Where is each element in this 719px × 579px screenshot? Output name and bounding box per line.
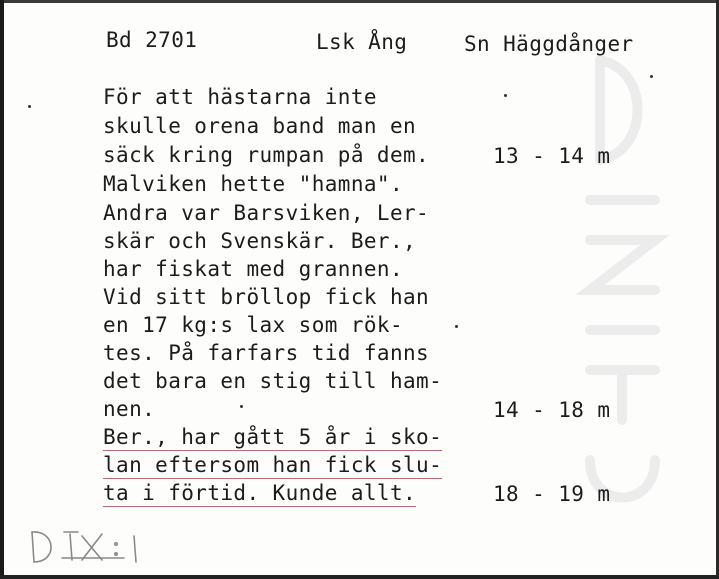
text-line-8: Vid sitt bröllop fick han bbox=[103, 285, 430, 309]
text-line-11: det bara en stig till ham- bbox=[103, 369, 443, 393]
text-line-3: säck kring rumpan på dem. bbox=[103, 143, 430, 167]
text-line-2: skulle orena band man en bbox=[103, 114, 417, 138]
range-3: 18 - 19 m bbox=[493, 482, 611, 506]
speck bbox=[650, 75, 653, 78]
speck bbox=[504, 94, 507, 97]
handwritten-notation bbox=[26, 522, 156, 572]
card-edge-bottom bbox=[0, 575, 719, 579]
place-name: Lsk Ång bbox=[316, 30, 408, 54]
text-line-10: tes. På farfars tid fanns bbox=[103, 341, 430, 365]
text-line-12: nen. bbox=[103, 397, 156, 421]
range-2: 14 - 18 m bbox=[493, 398, 611, 422]
text-line-4: Malviken hette "hamna". bbox=[103, 172, 403, 196]
card-edge-left bbox=[0, 0, 4, 579]
text-line-6: skär och Svenskär. Ber., bbox=[103, 229, 417, 253]
text-line-14: lan eftersom han fick slu- bbox=[103, 453, 443, 477]
archive-code: Bd 2701 bbox=[106, 28, 198, 52]
speck bbox=[455, 325, 458, 328]
card-edge-top bbox=[0, 0, 719, 3]
speck bbox=[240, 405, 243, 408]
text-line-15: ta i förtid. Kunde allt. bbox=[103, 481, 417, 505]
text-line-7: har fiskat med grannen. bbox=[103, 257, 403, 281]
text-line-9: en 17 kg:s lax som rök- bbox=[103, 313, 403, 337]
text-line-5: Andra var Barsviken, Ler- bbox=[103, 201, 430, 225]
text-line-1: För att hästarna inte bbox=[103, 85, 377, 109]
text-line-13: Ber., har gått 5 år i sko- bbox=[103, 425, 443, 449]
range-1: 13 - 14 m bbox=[493, 144, 611, 168]
parish-name: Sn Häggdånger bbox=[464, 32, 634, 56]
bleed-through-watermark bbox=[560, 40, 710, 540]
speck bbox=[28, 105, 31, 108]
